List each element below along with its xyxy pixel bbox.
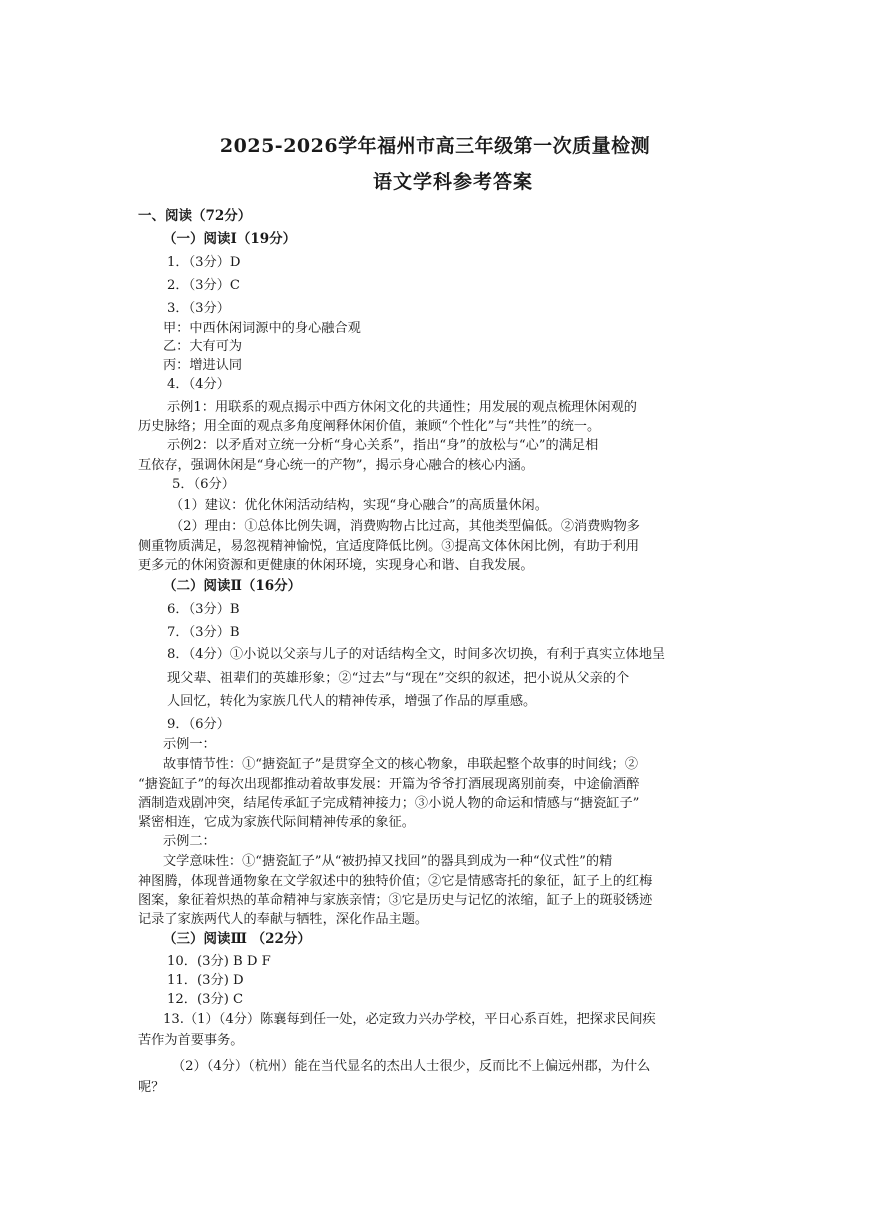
answer-q5-reason-line2: 侧重物质满足，易忽视精神愉悦，宜适度降低比例。③提高文体休闲比例，有助于利用 — [138, 539, 640, 554]
answer-q3-b: 乙：大有可为 — [163, 339, 243, 354]
part2-heading: （二）阅读Ⅱ（16分） — [163, 578, 302, 594]
answer-q9-example2-line1: 文学意味性：①“搪瓷缸子”从“被扔掉又找回”的器具到成为一种“仪式性”的精 — [163, 854, 613, 869]
answer-q4: 4．（4分） — [167, 377, 230, 392]
answer-q7: 7．（3分）B — [167, 625, 240, 640]
answer-q4-example2-line2: 互依存，强调休闲是“身心统一的产物”，揭示身心融合的核心内涵。 — [138, 458, 534, 473]
answer-q9-example1-line3: 酒制造戏剧冲突，结尾传承缸子完成精神接力；③小说人物的命运和情感与“搪瓷缸子” — [138, 796, 640, 811]
answer-q3: 3．（3分） — [167, 301, 230, 316]
section-heading-reading: 一、阅读（72分） — [138, 208, 252, 224]
answer-q13-1-line2: 苦作为首要事务。 — [138, 1033, 244, 1048]
answer-q9-example1-line4: 紧密相连，它成为家族代际间精神传承的象征。 — [138, 815, 415, 830]
answer-q3-c: 丙：增进认同 — [163, 358, 243, 373]
answer-q8-line3: 人回忆，转化为家族几代人的精神传承，增强了作品的厚重感。 — [167, 694, 537, 709]
answer-q4-example1-line2: 历史脉络；用全面的观点多角度阐释休闲价值，兼顾“个性化”与“共性”的统一。 — [138, 419, 601, 434]
document-subtitle: 语文学科参考答案 — [372, 171, 533, 193]
answer-q9-example1-line1: 故事情节性：①“搪瓷缸子”是贯穿全文的核心物象，串联起整个故事的时间线；② — [163, 757, 639, 772]
part3-heading: （三）阅读Ⅲ （22分） — [163, 931, 311, 947]
answer-q5-reason-line3: 更多元的休闲资源和更健康的休闲环境，实现身心和谐、自我发展。 — [138, 558, 534, 573]
answer-q8-line1: 8．（4分）①小说以父亲与儿子的对话结构全文，时间多次切换，有利于真实立体地呈 — [167, 647, 666, 662]
answer-q9-example1-line2: “搪瓷缸子”的每次出现都推动着故事发展：开篇为爷爷打酒展现离别前奏，中途偷酒醉 — [138, 777, 640, 792]
answer-q4-example2-line1: 示例2：以矛盾对立统一分析“身心关系”，指出“身”的放松与“心”的满足相 — [167, 438, 599, 453]
answer-q6: 6．（3分）B — [167, 602, 240, 617]
answer-q4-example1-line1: 示例1：用联系的观点揭示中西方休闲文化的共通性；用发展的观点梳理休闲观的 — [167, 400, 637, 415]
part1-heading: （一）阅读Ⅰ（19分） — [163, 231, 297, 247]
answer-q9-example2-line2: 神图腾，体现普通物象在文学叙述中的独特价值；②它是情感寄托的象征，缸子上的红梅 — [138, 874, 653, 889]
answer-q2: 2．（3分）C — [167, 278, 241, 293]
answer-q9-example1-label: 示例一： — [163, 737, 216, 752]
answer-q10: 10．(3分) B D F — [167, 954, 271, 969]
answer-q1: 1．（3分）D — [167, 255, 241, 270]
answer-q5: 5．（6分） — [172, 477, 235, 492]
answer-q5-reason-line1: （2）理由：①总体比例失调，消费购物占比过高，其他类型偏低。②消费购物多 — [170, 519, 640, 534]
answer-q9-example2-label: 示例二： — [163, 834, 216, 849]
answer-q8-line2: 现父辈、祖辈们的英雄形象；②“过去”与“现在”交织的叙述，把小说从父亲的个 — [167, 671, 630, 686]
answer-q11: 11．(3分) D — [167, 973, 244, 988]
answer-q12: 12．(3分) C — [167, 992, 244, 1007]
answer-q9-example2-line3: 图案，象征着炽热的革命精神与家族亲情；③它是历史与记忆的浓缩，缸子上的斑驳锈迹 — [138, 893, 653, 908]
document-title: 2025-2026学年福州市高三年级第一次质量检测 — [219, 135, 651, 157]
answer-q9-example2-line4: 记录了家族两代人的奉献与牺牲，深化作品主题。 — [138, 912, 429, 927]
answer-q13-2-line2: 呢？ — [138, 1080, 165, 1095]
answer-q5-suggestion: （1）建议：优化休闲活动结构，实现“身心融合”的高质量休闲。 — [170, 498, 548, 513]
answer-q3-a: 甲：中西休闲词源中的身心融合观 — [163, 321, 361, 336]
answer-q13-1-line1: 13.（1）（4分）陈襄每到任一处，必定致力兴办学校，平日心系百姓，把探求民间疾 — [163, 1012, 656, 1027]
answer-q13-2-line1: （2）（4分）（杭州）能在当代显名的杰出人士很少，反而比不上偏远州郡，为什么 — [172, 1059, 651, 1074]
answer-q9: 9．（6分） — [167, 717, 230, 732]
